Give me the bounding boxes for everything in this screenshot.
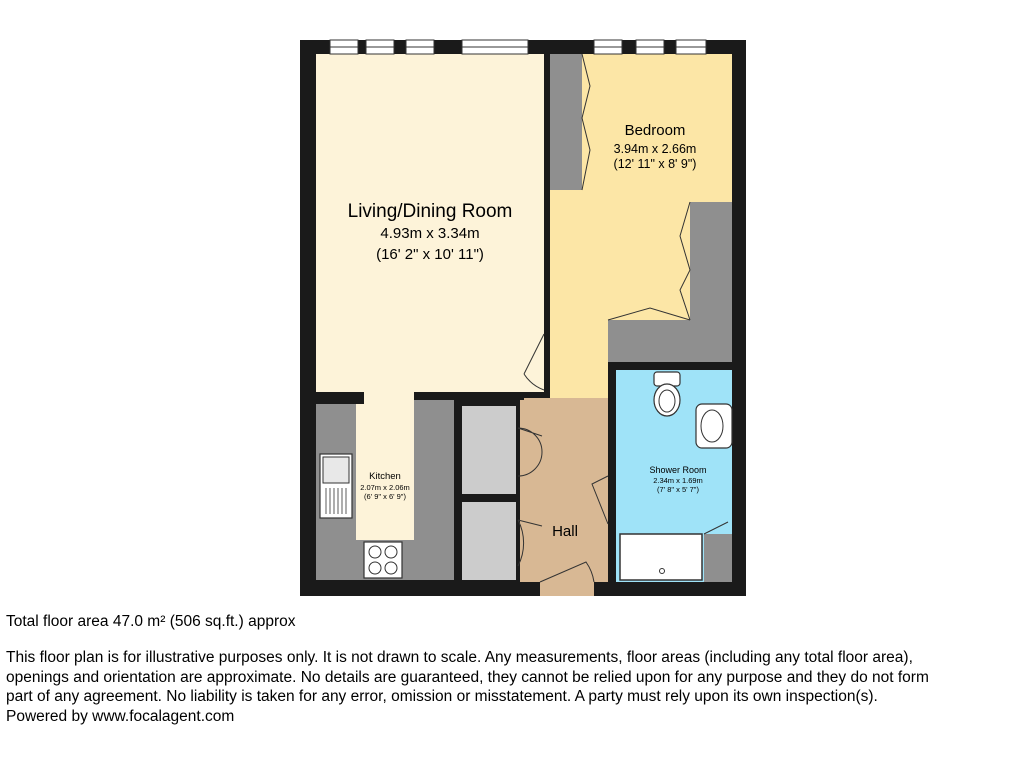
wall-kitchen-hall: [454, 398, 462, 582]
kitchen-worktop-right: [414, 398, 454, 540]
bedroom-fitted-lower: [608, 320, 732, 362]
wall-living-bedroom: [544, 54, 550, 334]
hall-cupboard-upper: [462, 406, 516, 494]
disclaimer: [6, 648, 1021, 726]
disclaimer-line: This floor plan is for illustrative purposes only. It is not drawn to scale. Any measurements, floor areas (including any total floor area),: [6, 649, 913, 666]
hall-cupboard-lower: [462, 502, 516, 580]
bedroom-imperial: (12' 11" x 8' 9"): [613, 157, 697, 171]
front-door-opening: [540, 582, 594, 596]
living-room-metric: 4.93m x 3.34m: [380, 225, 480, 242]
kitchen-metric: 2.07m x 2.06m: [360, 483, 410, 492]
disclaimer-line: openings and orientation are approximate. No details are guaranteed, they cannot be relied upon for any purpose and they do not form: [6, 668, 929, 686]
powered-by-link[interactable]: Powered by www.focalagent.com: [6, 707, 235, 725]
hob-ring: [369, 562, 381, 574]
disclaimer-line: part of any agreement. No liability is taken for any error, omission or misstatement. A party must rely upon its own inspection(s).: [6, 688, 878, 705]
shower-room-name: Shower Room: [649, 465, 707, 475]
hall-name: Hall: [552, 523, 578, 540]
living-room-name: Living/Dining Room: [347, 201, 513, 222]
hob-ring: [385, 562, 397, 574]
hob-ring: [369, 546, 381, 558]
kitchen-name: Kitchen: [369, 471, 401, 482]
living-dining-floor: [316, 54, 544, 392]
bedroom-metric: 3.94m x 2.66m: [613, 142, 697, 156]
windows: [330, 40, 706, 54]
wall-living-kitchen-left: [316, 392, 364, 404]
kitchen-imperial: (6' 9" x 6' 9"): [364, 492, 406, 501]
kitchen-floor: [356, 392, 414, 540]
wall-living-kitchen-right: [414, 392, 524, 400]
toilet-bowl: [654, 384, 680, 416]
wall-bedroom-shower: [608, 362, 732, 370]
shower-room-imperial: (7' 8" x 5' 7"): [657, 485, 699, 494]
total-floor-area: Total floor area 47.0 m² (506 sq.ft.) approx: [6, 613, 296, 630]
kitchen-hob: [364, 542, 402, 578]
shower-room-fitted: [704, 534, 732, 582]
wall-cupboard-divider: [462, 494, 518, 502]
living-room-imperial: (16' 2" x 10' 11"): [376, 246, 484, 263]
shower-room-metric: 2.34m x 1.69m: [653, 476, 703, 485]
bedroom-name: Bedroom: [624, 122, 686, 139]
wall-hall-shower: [608, 362, 616, 474]
bedroom-wardrobe-left: [550, 54, 582, 190]
kitchen-sink-bowl: [323, 457, 349, 483]
hob-ring: [385, 546, 397, 558]
wall-hall-shower-lower: [608, 524, 616, 582]
